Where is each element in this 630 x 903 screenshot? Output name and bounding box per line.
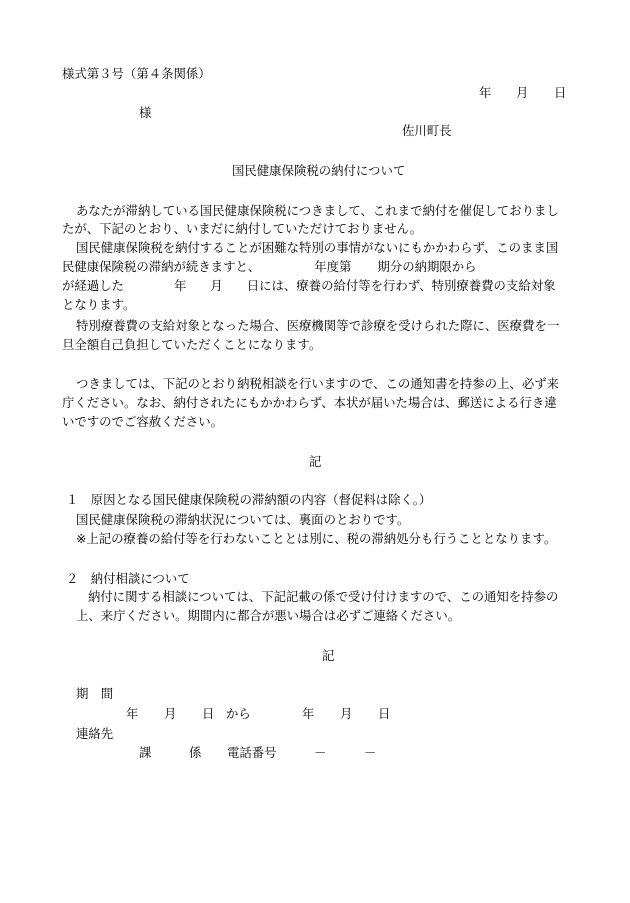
body-p2-line2-c: 期分の納期限から <box>377 259 477 274</box>
period-label: 期 間 <box>76 686 114 701</box>
body-p2-line3-d: 日には、療養の給付等を行わず、特別療養費の支給対象 <box>246 278 556 293</box>
body-p1-line1: あなたが滞納している国民健康保険税につきまして、これまで納付を催促しておりまし <box>76 203 559 218</box>
ki-heading-1: 記 <box>309 454 322 469</box>
section1-line2: ※上記の療養の給付等を行わないこととは別に、税の滞納処分も行うこととなります。 <box>76 531 557 546</box>
body-p4-line3: いですのでご容赦ください。 <box>62 414 224 429</box>
section2-line1: 納付に関する相談については、下記記載の係で受け付けますので、この通知を持参の <box>88 589 559 604</box>
section1-heading: １ 原因となる国民健康保険税の滞納額の内容（督促料は除く。） <box>66 492 432 507</box>
section2-heading: ２ 納付相談について <box>66 571 190 586</box>
ki-heading-2: 記 <box>322 648 335 663</box>
period-from-year: 年 <box>126 706 139 721</box>
body-p2-line1: 国民健康保険税を納付することが困難な特別の事情がないにもかかわらず、このまま国 <box>76 240 559 255</box>
body-p2-line4: となります。 <box>62 297 136 312</box>
document-title: 国民健康保険税の納付について <box>232 163 406 178</box>
sender: 佐川町長 <box>402 123 452 138</box>
header-date-day: 日 <box>554 85 567 100</box>
body-p2-line3-month: 月 <box>210 278 223 293</box>
contact-phone-label: 電話番号 <box>227 745 277 760</box>
body-p2-line3 <box>62 278 556 294</box>
section1-line1: 国民健康保険税の滞納状況については、裏面のとおりです。 <box>76 512 410 527</box>
period-from-word: から <box>226 706 251 721</box>
header-date-month: 月 <box>516 85 529 100</box>
contact-label: 連絡先 <box>76 726 114 741</box>
body-p4-line2: 庁ください。なお、納付されたにもかかわらず、本状が届いた場合は、郵送による行き違 <box>62 395 557 410</box>
section2-line2: 上、来庁ください。期間内に都合が悪い場合は必ずご連絡ください。 <box>76 608 461 623</box>
period-to-year: 年 <box>302 706 315 721</box>
body-p3-line1: 特別療養費の支給対象となった場合、医療機関等で診療を受けられた際に、医療費を一 <box>76 318 560 333</box>
body-p3-line2: 旦全額自己負担していただくことになります。 <box>62 337 322 352</box>
body-p2-line3-year: 年 <box>173 278 187 293</box>
addressee-suffix: 様 <box>139 105 152 120</box>
body-p2-line3-a: が経過した <box>62 278 124 293</box>
contact-kakari: 係 <box>189 745 202 760</box>
contact-ka: 課 <box>139 745 152 760</box>
body-p4-line1: つきましては、下記のとおり納税相談を行いますので、この通知書を持参の上、必ず来 <box>76 376 559 391</box>
body-p2-line2 <box>62 259 477 275</box>
contact-phone-dash-1: － <box>314 745 327 760</box>
body-p2-line2-a: 民健康保険税の滞納が続きますと、 <box>62 259 261 274</box>
period-from-month: 月 <box>164 706 177 721</box>
period-from-day: 日 <box>202 706 215 721</box>
contact-phone-dash-2: － <box>364 745 377 760</box>
header-date-year: 年 <box>479 85 492 100</box>
period-to-day: 日 <box>378 706 391 721</box>
form-number: 様式第３号（第４条関係） <box>62 66 211 81</box>
period-to-month: 月 <box>340 706 353 721</box>
body-p1-line2: たが、下記のとおり、いまだに納付していただけておりません。 <box>62 221 423 236</box>
body-p2-line2-b: 年度第 <box>314 259 352 274</box>
